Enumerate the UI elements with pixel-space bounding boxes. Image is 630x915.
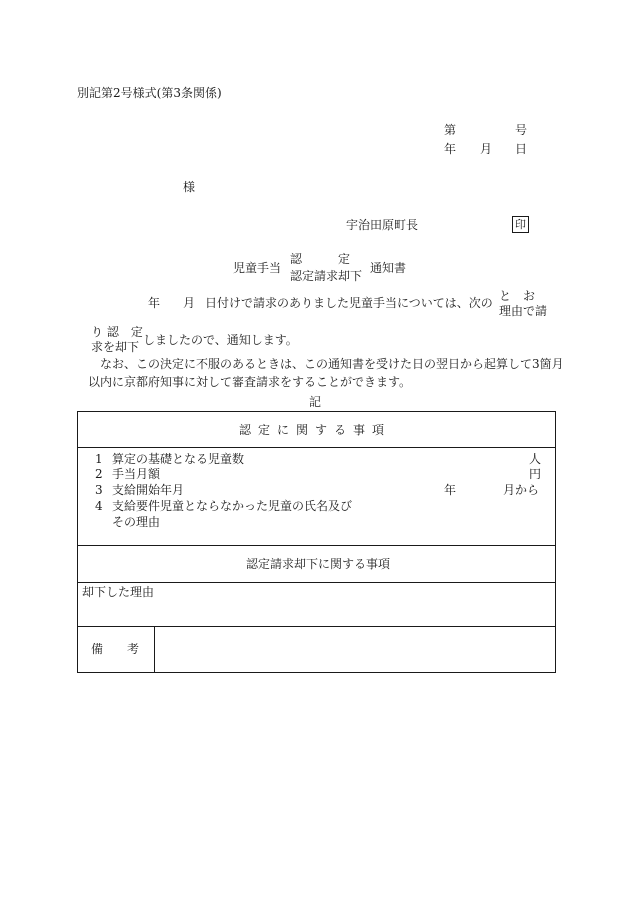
body-line1-choice <box>499 290 547 317</box>
item-4-label-cont: その理由 <box>112 515 161 529</box>
item-3-year: 年 <box>444 483 457 497</box>
item-4-number: 4 <box>95 499 103 513</box>
date-month: 月 <box>480 142 493 156</box>
title-option-approval: 認 定 <box>290 252 351 266</box>
body-year: 年 <box>148 296 161 310</box>
title-option-rejection: 認定請求却下 <box>290 269 363 283</box>
number-suffix: 号 <box>515 123 528 137</box>
form-label: 別記第2号様式(第3条関係) <box>77 86 222 100</box>
body-line1-text: 日付けで請求のありました児童手当については、次の <box>205 296 493 310</box>
title-options <box>290 253 362 282</box>
body-line2-choice-top: り 認 定 <box>91 325 143 339</box>
notice-table <box>77 411 556 673</box>
ki-mark: 記 <box>309 395 322 409</box>
section1-header: 認定に関する事項 <box>239 423 392 437</box>
body-month: 月 <box>183 296 196 310</box>
body-line2-text: しましたので、通知します。 <box>143 333 298 347</box>
item-2-unit: 円 <box>529 467 542 481</box>
date-year: 年 <box>444 142 457 156</box>
title-suffix: 通知書 <box>370 261 407 275</box>
item-1-unit: 人 <box>529 452 542 466</box>
item-4-label: 支給要件児童とならなかった児童の氏名及び <box>112 499 353 513</box>
section2-header: 認定請求却下に関する事項 <box>246 557 391 571</box>
item-3-unit: 月から <box>503 483 540 497</box>
seal-mark: 印 <box>512 216 529 233</box>
body-para2-line1: なお、この決定に不服のあるときは、この通知書を受けた日の翌日から起算して3箇月 <box>100 357 564 371</box>
remarks-label: 備 考 <box>91 642 140 656</box>
body-line1-choice-bottom: 理由で請 <box>499 304 548 318</box>
date-day: 日 <box>515 142 528 156</box>
table-divider-2 <box>77 545 556 546</box>
body-line1-choice-top: と お <box>499 289 536 303</box>
title-prefix: 児童手当 <box>233 261 282 275</box>
item-2-number: 2 <box>95 467 103 481</box>
remarks-divider <box>154 626 155 673</box>
number-prefix: 第 <box>444 123 457 137</box>
table-divider-4 <box>77 626 556 627</box>
issuer-name: 宇治田原町長 <box>346 218 419 232</box>
item-3-label: 支給開始年月 <box>112 483 185 497</box>
table-divider-1 <box>77 447 556 448</box>
item-3-number: 3 <box>95 483 103 497</box>
body-line2-choice-bottom: 求を却下 <box>91 340 140 354</box>
body-line2-choice <box>91 326 143 353</box>
rejection-reason-label: 却下した理由 <box>82 585 155 599</box>
item-1-number: 1 <box>95 452 103 466</box>
addressee-suffix: 様 <box>183 180 196 194</box>
item-1-label: 算定の基礎となる児童数 <box>112 452 245 466</box>
table-divider-3 <box>77 582 556 583</box>
body-para2-line2: 以内に京都府知事に対して審査請求をすることができます。 <box>88 375 412 389</box>
item-2-label: 手当月額 <box>112 467 161 481</box>
